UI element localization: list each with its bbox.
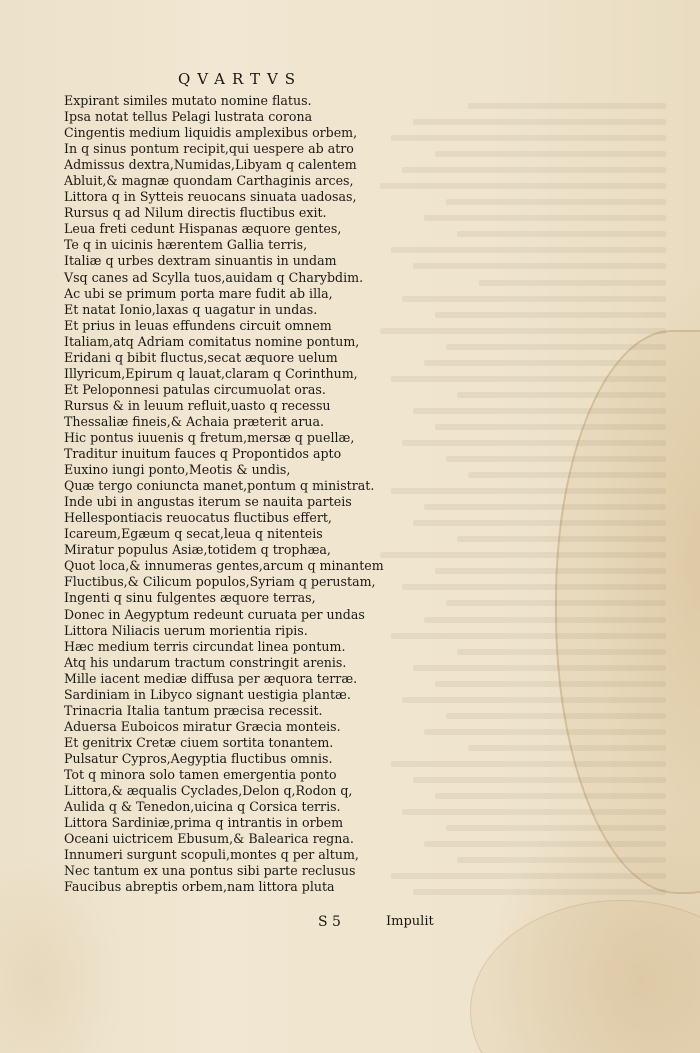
text-line: Expirant similes mutato nomine flatus. <box>64 93 312 108</box>
text-line: Miratur populus Asiæ,totidem q trophæa, <box>64 542 331 558</box>
text-line: Donec in Aegyptum redeunt curuata per undas <box>64 606 365 622</box>
text-line: Et natat Ionio,laxas q uagatur in undas. <box>64 301 318 317</box>
text-line: Hæc medium terris circundat linea pontum. <box>64 638 346 654</box>
text-line: Vsq canes ad Scylla tuos,auidam q Charybdim. <box>64 269 364 285</box>
show-through-line <box>336 770 666 786</box>
text-line: Ac ubi se primum porta mare fudit ab illa, <box>64 285 333 301</box>
running-head: QVARTVS <box>178 70 303 88</box>
text-line: Et prius in leuas effundens circuit omnem <box>64 317 332 333</box>
text-line: Fluctibus,& Cilicum populos,Syriam q perustam, <box>64 574 376 590</box>
text-line: Faucibus abreptis orbem,nam littora pluta <box>64 879 335 895</box>
show-through-line <box>336 738 666 754</box>
text-line: Cingentis medium liquidis amplexibus orbem, <box>64 125 358 141</box>
text-line: Abluit,& magnæ quondam Carthaginis arces, <box>64 173 354 189</box>
show-through-line <box>336 545 666 561</box>
text-line: Littora Sardiniæ,prima q intrantis in orbem <box>64 815 344 831</box>
text-line: Te q in uicinis hærentem Gallia terris, <box>64 237 308 253</box>
show-through-line <box>336 802 666 818</box>
show-through-line <box>336 561 666 577</box>
text-line: Illyricum,Epirum q lauat,claram q Corinthum, <box>64 365 358 381</box>
show-through-line <box>336 401 666 417</box>
text-line: Icareum,Egæum q secat,leua q nitenteis <box>64 526 323 542</box>
text-line: Eridani q bibit fluctus,secat æquore uelum <box>64 349 338 365</box>
show-through-line <box>336 481 666 497</box>
text-line: Atq his undarum tractum constringit arenis. <box>64 654 347 670</box>
show-through-line <box>336 850 666 866</box>
show-through-line <box>336 433 666 449</box>
show-through-line <box>336 834 666 850</box>
show-through-line <box>336 289 666 305</box>
text-line: Innumeri surgunt scopuli,montes q per altum, <box>64 847 359 863</box>
show-through-line <box>336 96 666 112</box>
show-through-line <box>336 658 666 674</box>
show-through-line <box>336 353 666 369</box>
text-line: Hic pontus iuuenis q fretum,mersæ q puellæ, <box>64 429 355 445</box>
show-through-line <box>336 160 666 176</box>
text-line: Mille iacent mediæ diffusa per æquora terræ. <box>64 670 358 686</box>
show-through-line <box>336 674 666 690</box>
show-through-line <box>336 224 666 240</box>
text-line: Littora Niliacis uerum morientia ripis. <box>64 622 308 638</box>
text-line: Aduersa Euboicos miratur Græcia monteis. <box>64 718 341 734</box>
text-line: Trinacria Italia tantum præcisa recessit. <box>64 702 323 718</box>
show-through-line <box>336 610 666 626</box>
show-through-line <box>336 449 666 465</box>
text-block <box>64 93 384 895</box>
show-through-line <box>336 818 666 834</box>
show-through-line <box>336 112 666 128</box>
text-line: Quot loca,& innumeras gentes,arcum q minantem <box>64 558 384 574</box>
show-through-line <box>336 208 666 224</box>
show-through-line <box>336 593 666 609</box>
show-through-line <box>336 144 666 160</box>
text-line: Rursus & in leuum refluit,uasto q recessu <box>64 397 331 413</box>
show-through-text <box>336 96 666 898</box>
show-through-line <box>336 882 666 898</box>
text-line: Quæ tergo coniuncta manet,pontum q ministrat. <box>64 478 375 494</box>
show-through-line <box>336 176 666 192</box>
show-through-line <box>336 626 666 642</box>
text-line: Aulida q & Tenedon,uicina q Corsica terris. <box>64 799 341 815</box>
catchword: Impulit <box>386 914 434 929</box>
text-line: Hellespontiacis reuocatus fluctibus effert, <box>64 510 332 526</box>
text-line: Rursus q ad Nilum directis fluctibus exit. <box>64 205 327 221</box>
text-line: Traditur inuitum fauces q Propontidos apto <box>64 446 342 462</box>
show-through-line <box>336 192 666 208</box>
show-through-line <box>336 273 666 289</box>
text-line: Inde ubi in angustas iterum se nauita parteis <box>64 494 352 510</box>
show-through-line <box>336 337 666 353</box>
text-line: Littora q in Sytteis reuocans sinuata uadosas, <box>64 189 357 205</box>
show-through-line <box>336 866 666 882</box>
text-line: Ipsa notat tellus Pelagi lustrata corona <box>64 109 313 125</box>
text-line: Pulsatur Cypros,Aegyptia fluctibus omnis. <box>64 750 333 766</box>
show-through-line <box>336 706 666 722</box>
show-through-line <box>336 529 666 545</box>
show-through-line <box>336 240 666 256</box>
water-stain-lower <box>470 900 700 1053</box>
text-line: Euxino iungi ponto,Meotis & undis, <box>64 462 291 478</box>
text-line: Nec tantum ex una pontus sibi parte reclusus <box>64 863 356 879</box>
text-line: Ingenti q sinu fulgentes æquore terras, <box>64 590 316 606</box>
show-through-line <box>336 577 666 593</box>
text-line: Leua freti cedunt Hispanas æquore gentes, <box>64 221 342 237</box>
text-line: Italiæ q urbes dextram sinuantis in undam <box>64 253 337 269</box>
show-through-line <box>336 722 666 738</box>
show-through-line <box>336 690 666 706</box>
text-line: Et Peloponnesi patulas circumuolat oras. <box>64 381 326 397</box>
text-line: Littora,& æqualis Cyclades,Delon q,Rodon q, <box>64 783 353 799</box>
text-line: Admissus dextra,Numidas,Libyam q calentem <box>64 157 357 173</box>
signature-mark: S 5 <box>318 914 341 930</box>
show-through-line <box>336 305 666 321</box>
show-through-line <box>336 385 666 401</box>
show-through-line <box>336 321 666 337</box>
show-through-line <box>336 754 666 770</box>
text-line: In q sinus pontum recipit,qui uespere ab atro <box>64 141 354 157</box>
text-line: Et genitrix Cretæ ciuem sortita tonantem. <box>64 734 334 750</box>
show-through-line <box>336 642 666 658</box>
show-through-line <box>336 369 666 385</box>
show-through-line <box>336 465 666 481</box>
text-line: Tot q minora solo tamen emergentia ponto <box>64 766 337 782</box>
show-through-line <box>336 128 666 144</box>
text-line: Thessaliæ fineis,& Achaia præterit arua. <box>64 413 324 429</box>
text-line: Sardiniam in Libyco signant uestigia plantæ. <box>64 686 351 702</box>
show-through-line <box>336 786 666 802</box>
show-through-line <box>336 513 666 529</box>
show-through-line <box>336 497 666 513</box>
show-through-line <box>336 256 666 272</box>
text-line: Italiam,atq Adriam comitatus nomine pontum, <box>64 333 360 349</box>
text-line: Oceani uictricem Ebusum,& Balearica regna. <box>64 831 354 847</box>
show-through-line <box>336 417 666 433</box>
